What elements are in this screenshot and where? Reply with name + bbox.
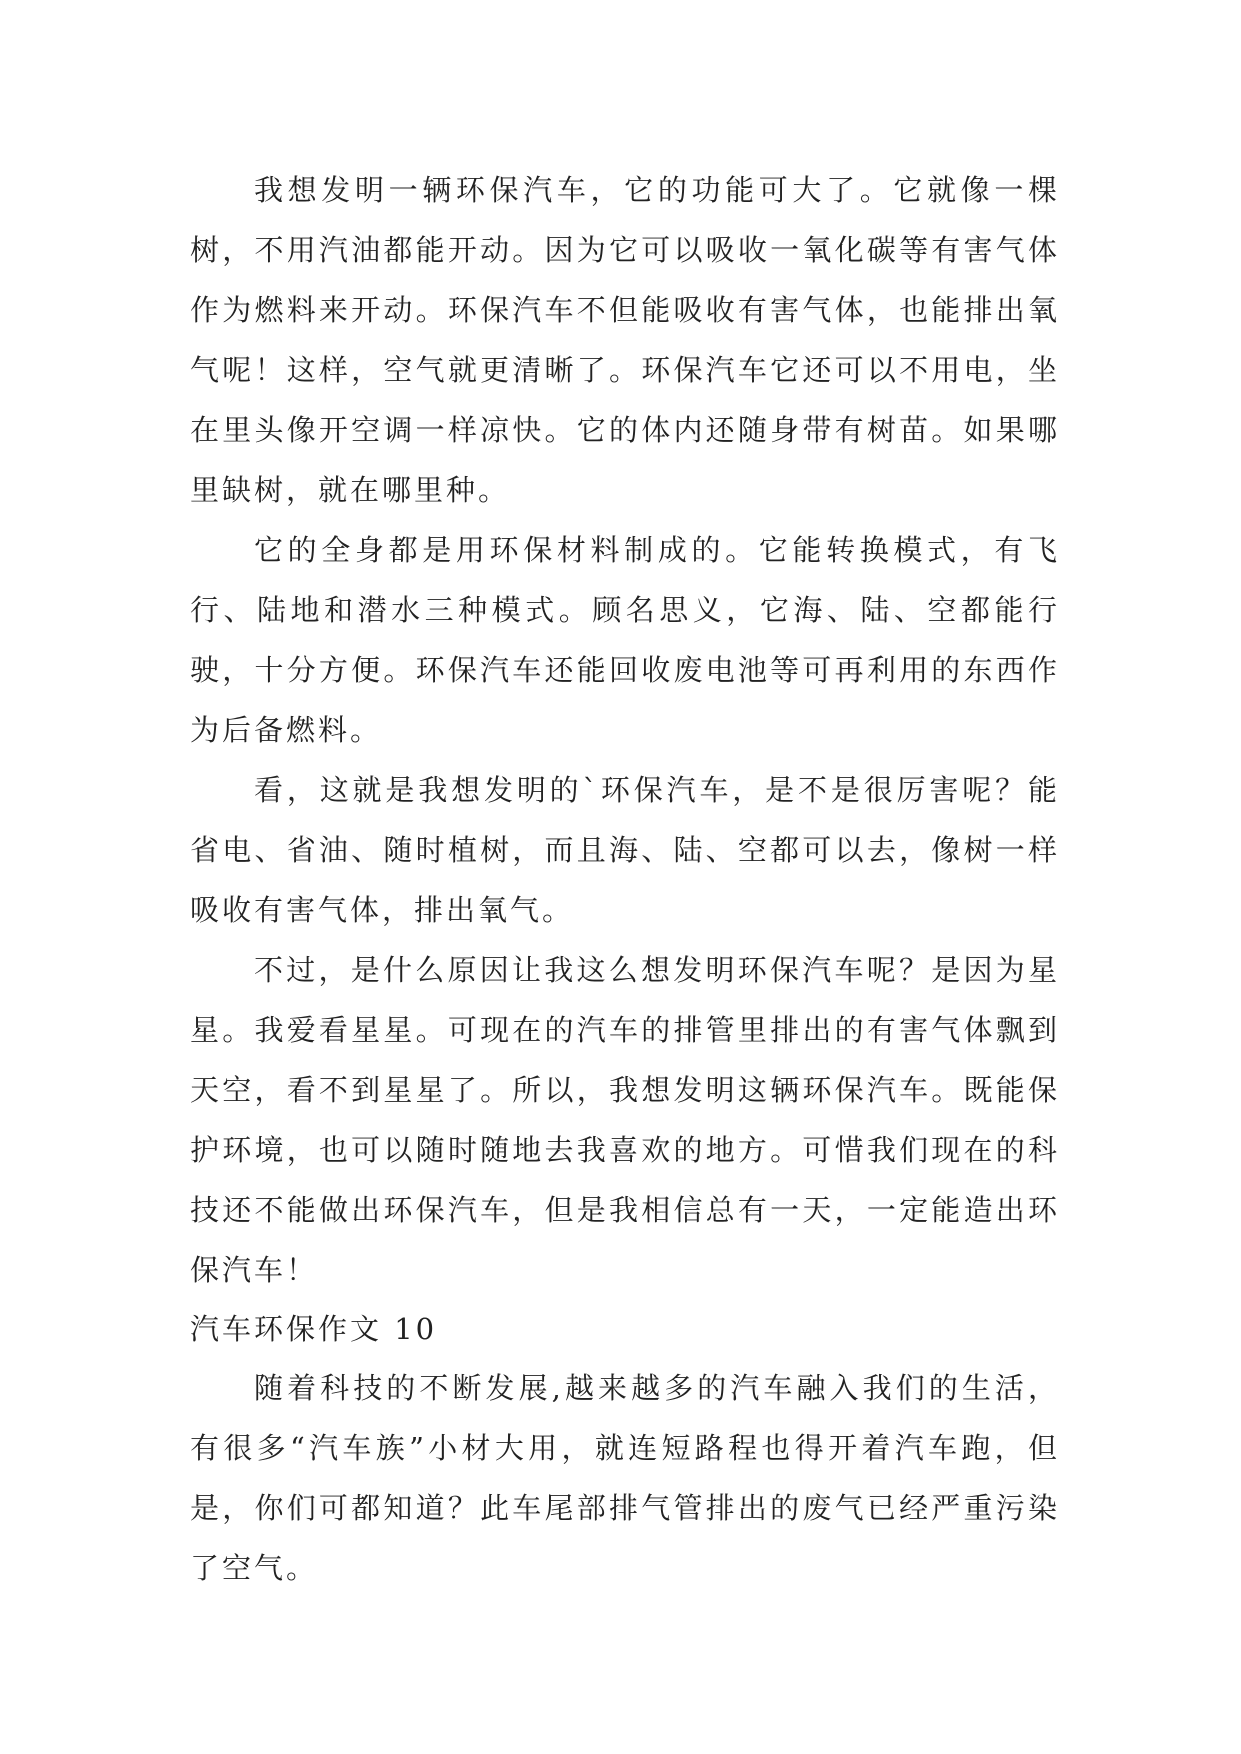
section-heading: 汽车环保作文 10 [190,1312,438,1346]
paragraph-1: 我想发明一辆环保汽车，它的功能可大了。它就像一棵树，不用汽油都能开动。因为它可以吸收一氧化碳等有害气体作为燃料来开动。环保汽车不但能吸收有害气体，也能排出氧气呢！这样，空气就更清晰了。环保汽车它还可以不用电，坐在里头像开空调一样凉快。它的体内还随身带有树苗。如果哪里缺树，就在哪里种。 [190,173,1060,507]
paragraph-4: 不过，是什么原因让我这么想发明环保汽车呢？是因为星星。我爱看星星。可现在的汽车的排管里排出的有害气体飘到天空，看不到星星了。所以，我想发明这辆环保汽车。既能保护环境，也可以随时随地去我喜欢的地方。可惜我们现在的科技还不能做出环保汽车，但是我相信总有一天，一定能造出环保汽车！ [190,953,1060,1287]
paragraph-5: 随着科技的不断发展,越来越多的汽车融入我们的生活，有很多“汽车族”小材大用，就连短路程也得开着汽车跑，但是，你们可都知道？此车尾部排气管排出的废气已经严重污染了空气。 [190,1371,1060,1585]
paragraph-2: 它的全身都是用环保材料制成的。它能转换模式，有飞行、陆地和潜水三种模式。顾名思义，它海、陆、空都能行驶，十分方便。环保汽车还能回收废电池等可再利用的东西作为后备燃料。 [190,533,1060,747]
paragraph-3: 看，这就是我想发明的`环保汽车，是不是很厉害呢？能省电、省油、随时植树，而且海、陆、空都可以去，像树一样吸收有害气体，排出氧气。 [190,773,1060,927]
document-body [190,160,1060,1598]
